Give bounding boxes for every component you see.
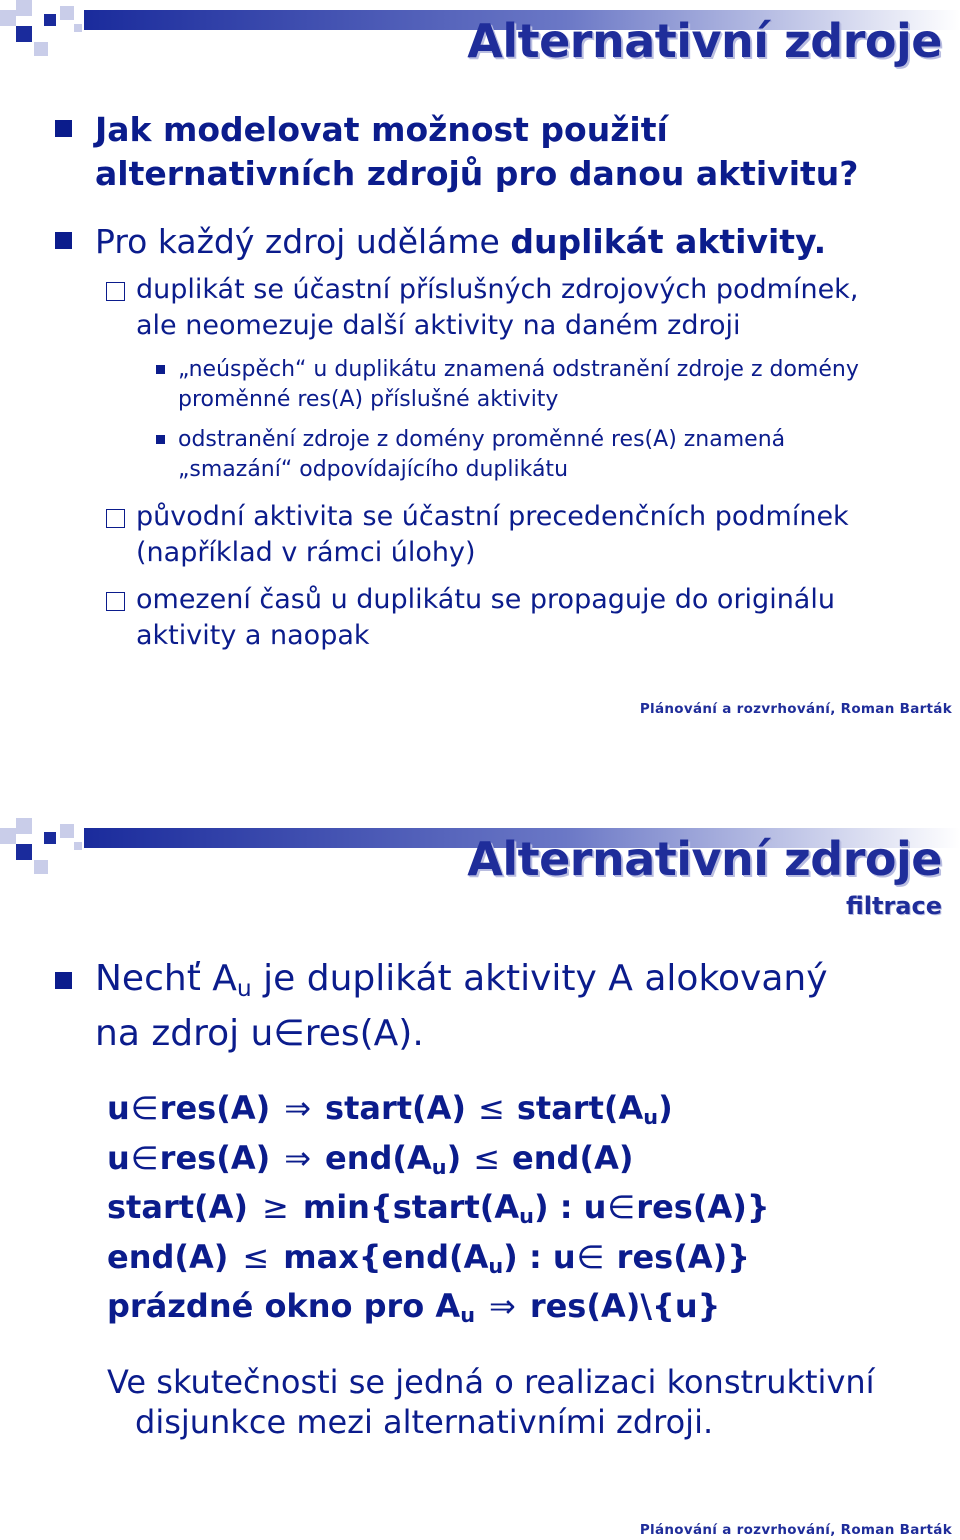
square-bullet-icon (55, 120, 72, 137)
math-symbol: ∈ (130, 1089, 159, 1127)
formula-1 (107, 1084, 673, 1141)
formula-token: res(A)} (636, 1188, 770, 1226)
sub-bullet-2-line-1: původní aktivita se účastní precedenčních podmínek (136, 501, 849, 532)
formula-token: u (519, 1204, 534, 1229)
formula-token: u (460, 1303, 475, 1328)
math-symbol: ∈ (130, 1139, 159, 1177)
formula-token: res(A) (159, 1089, 271, 1127)
note-line-1: Ve skutečnosti se jedná o realizaci konstruktivní (107, 1363, 875, 1401)
sub-sub-bullet-1-line-1: „neúspěch“ u duplikátu znamená odstranění zdroje z domény (178, 357, 859, 382)
sub-sub-bullet-1 (178, 355, 859, 415)
formula-token: start(A) (325, 1089, 467, 1127)
formula-token: end(A) (107, 1238, 229, 1276)
formula-token: u (107, 1139, 130, 1177)
question-bullet (95, 108, 858, 196)
math-symbol: ∈ (607, 1188, 636, 1226)
sub-sub-bullet-2-line-2: „smazání“ odpovídajícího duplikátu (178, 457, 569, 482)
formula-5 (107, 1282, 720, 1339)
definition-subscript: u (236, 973, 252, 1002)
formula-token: end(A) (512, 1139, 634, 1177)
sub-sub-bullet-2-line-1: odstranění zdroje z domény proměnné res(A) znamená (178, 427, 786, 452)
square-bullet-icon (156, 365, 165, 374)
definition-text-a: Nechť A (95, 958, 237, 999)
math-symbol: ⇒ (489, 1287, 516, 1325)
sub-bullet-1-line-1: duplikát se účastní příslušných zdrojových podmínek, (136, 274, 859, 305)
answer-text: Pro každý zdroj uděláme (95, 222, 511, 261)
math-symbol: ⇒ (284, 1139, 312, 1177)
note-line-2: disjunkce mezi alternativními zdroji. (135, 1403, 714, 1441)
formula-token: start(A (516, 1089, 644, 1127)
formula-token: min{start(A (302, 1188, 520, 1226)
formula-token: res(A) (159, 1139, 271, 1177)
formula-token: max{end(A (283, 1238, 489, 1276)
sub-bullet-3-line-1: omezení časů u duplikátu se propaguje do originálu (136, 584, 835, 615)
conclusion-note (107, 1362, 927, 1442)
slide-2 (0, 770, 960, 1540)
math-symbol: ≤ (473, 1139, 501, 1177)
formula-token: u (488, 1254, 504, 1279)
sub-sub-bullet-1-line-2: proměnné res(A) příslušné aktivity (178, 387, 559, 412)
math-symbol: ∈ (576, 1238, 605, 1276)
sub-bullet-3-line-2: aktivity a naopak (136, 620, 370, 651)
square-bullet-icon (55, 972, 72, 989)
answer-bold: duplikát aktivity. (510, 222, 827, 261)
definition-line-2: na zdroj u∈res(A). (95, 1012, 424, 1054)
footer: Plánování a rozvrhování, Roman Barták (639, 1522, 952, 1538)
sub-bullet-1 (136, 272, 858, 344)
definition-text-b: je duplikát aktivity A alokovaný (251, 958, 828, 999)
formula-token: u (107, 1089, 130, 1127)
sub-bullet-2 (136, 499, 849, 571)
slide-title: Alternativní zdroje (467, 14, 942, 68)
formula-token: ) : u (503, 1238, 576, 1276)
formula-3 (107, 1183, 770, 1240)
formula-token: res(A)\{u} (529, 1287, 721, 1325)
formula-token: end(A (325, 1139, 432, 1177)
footer: Plánování a rozvrhování, Roman Barták (639, 701, 952, 717)
question-line-2: alternativních zdrojů pro danou aktivitu? (95, 154, 859, 193)
square-bullet-icon (55, 232, 72, 249)
formula-token: prázdné okno pro A (107, 1287, 461, 1325)
sub-sub-bullet-2 (178, 425, 785, 485)
definition-bullet (95, 956, 828, 1057)
square-bullet-icon (156, 435, 165, 444)
math-symbol: ≥ (262, 1188, 289, 1226)
math-symbol: ≤ (478, 1089, 505, 1127)
sub-bullet-1-line-2: ale neomezuje další aktivity na daném zdroji (136, 310, 741, 341)
slide-title: Alternativní zdroje (467, 832, 942, 886)
hollow-square-bullet-icon (106, 509, 125, 528)
math-symbol: ≤ (242, 1238, 270, 1276)
hollow-square-bullet-icon (106, 282, 125, 301)
sub-bullet-3 (136, 582, 835, 654)
formula-token: ) (446, 1139, 462, 1177)
slide-subtitle: filtrace (845, 892, 942, 920)
formula-token: res(A)} (605, 1238, 750, 1276)
answer-bullet (95, 220, 826, 264)
sub-bullet-2-line-2: (například v rámci úlohy) (136, 537, 476, 568)
formula-token: u (643, 1105, 659, 1130)
formula-token: ) : u (533, 1188, 607, 1226)
formula-token: ) (658, 1089, 673, 1127)
question-line-1: Jak modelovat možnost použití (95, 110, 668, 149)
formula-token: start(A) (107, 1188, 249, 1226)
math-symbol: ⇒ (284, 1089, 312, 1127)
hollow-square-bullet-icon (106, 592, 125, 611)
formula-token: u (431, 1155, 447, 1180)
